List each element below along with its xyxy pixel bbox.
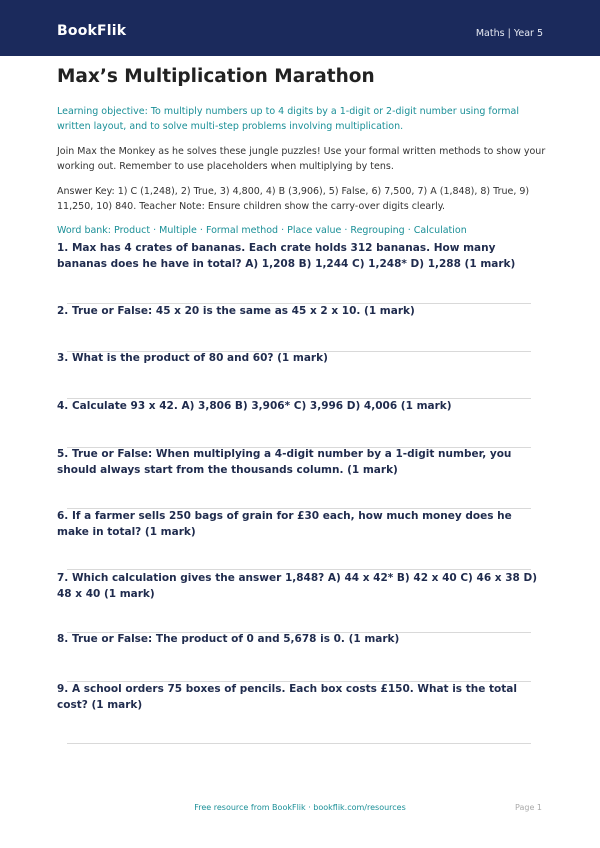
question-9: 9. A school orders 75 boxes of pencils. Each box costs £150. What is the total cost? (1 mark): [57, 683, 517, 711]
footer-link[interactable]: Free resource from BookFlik · bookflik.com/resources: [194, 803, 406, 812]
learning-objective: Learning objective: To multiply numbers up to 4 digits by a 1-digit or 2-digit number using formal written layout, and to solve multi-step problems involving multiplication.: [57, 106, 519, 132]
question-7: 7. Which calculation gives the answer 1,848? A) 44 x 42* B) 42 x 40 C) 46 x 38 D) 48 x 40 (1 mark): [57, 572, 537, 600]
page-header: [0, 0, 600, 56]
word-bank: Word bank: Product · Multiple · Formal method · Place value · Regrouping · Calculation: [57, 225, 467, 236]
question-5: 5. True or False: When multiplying a 4-digit number by a 1-digit number, you should always start from the thousands column. (1 mark): [57, 448, 512, 476]
question-3: 3. What is the product of 80 and 60? (1 mark): [57, 352, 328, 364]
question-4: 4. Calculate 93 x 42. A) 3,806 B) 3,906* C) 3,996 D) 4,006 (1 mark): [57, 400, 452, 412]
question-8: 8. True or False: The product of 0 and 5,678 is 0. (1 mark): [57, 633, 400, 645]
answer-key: Answer Key: 1) C (1,248), 2) True, 3) 4,800, 4) B (3,906), 5) False, 6) 7,500, 7) A (1,848), 8) True, 9) 11,250, 10) 840. Teacher Note: Ensure children show the carry-over digits clearly.: [57, 186, 530, 212]
brand-logo[interactable]: BookFlik: [57, 23, 127, 39]
intro-text: Join Max the Monkey as he solves these jungle puzzles! Use your formal written methods to show your working out. Remember to use placeholders when multiplying by tens.: [57, 146, 546, 172]
subject-year-label: Maths | Year 5: [475, 28, 543, 39]
page-number: Page 1: [515, 803, 542, 812]
question-2: 2. True or False: 45 x 20 is the same as 45 x 2 x 10. (1 mark): [57, 305, 415, 317]
page-title: Max’s Multiplication Marathon: [57, 66, 375, 87]
intro-section: [57, 66, 547, 238]
answer-line-9[interactable]: [67, 743, 531, 744]
question-6: 6. If a farmer sells 250 bags of grain for £30 each, how much money does he make in total? (1 mark): [57, 510, 512, 538]
question-1: 1. Max has 4 crates of bananas. Each crate holds 312 bananas. How many bananas does he have in total? A) 1,208 B) 1,244 C) 1,248* D) 1,288 (1 mark): [57, 242, 516, 270]
